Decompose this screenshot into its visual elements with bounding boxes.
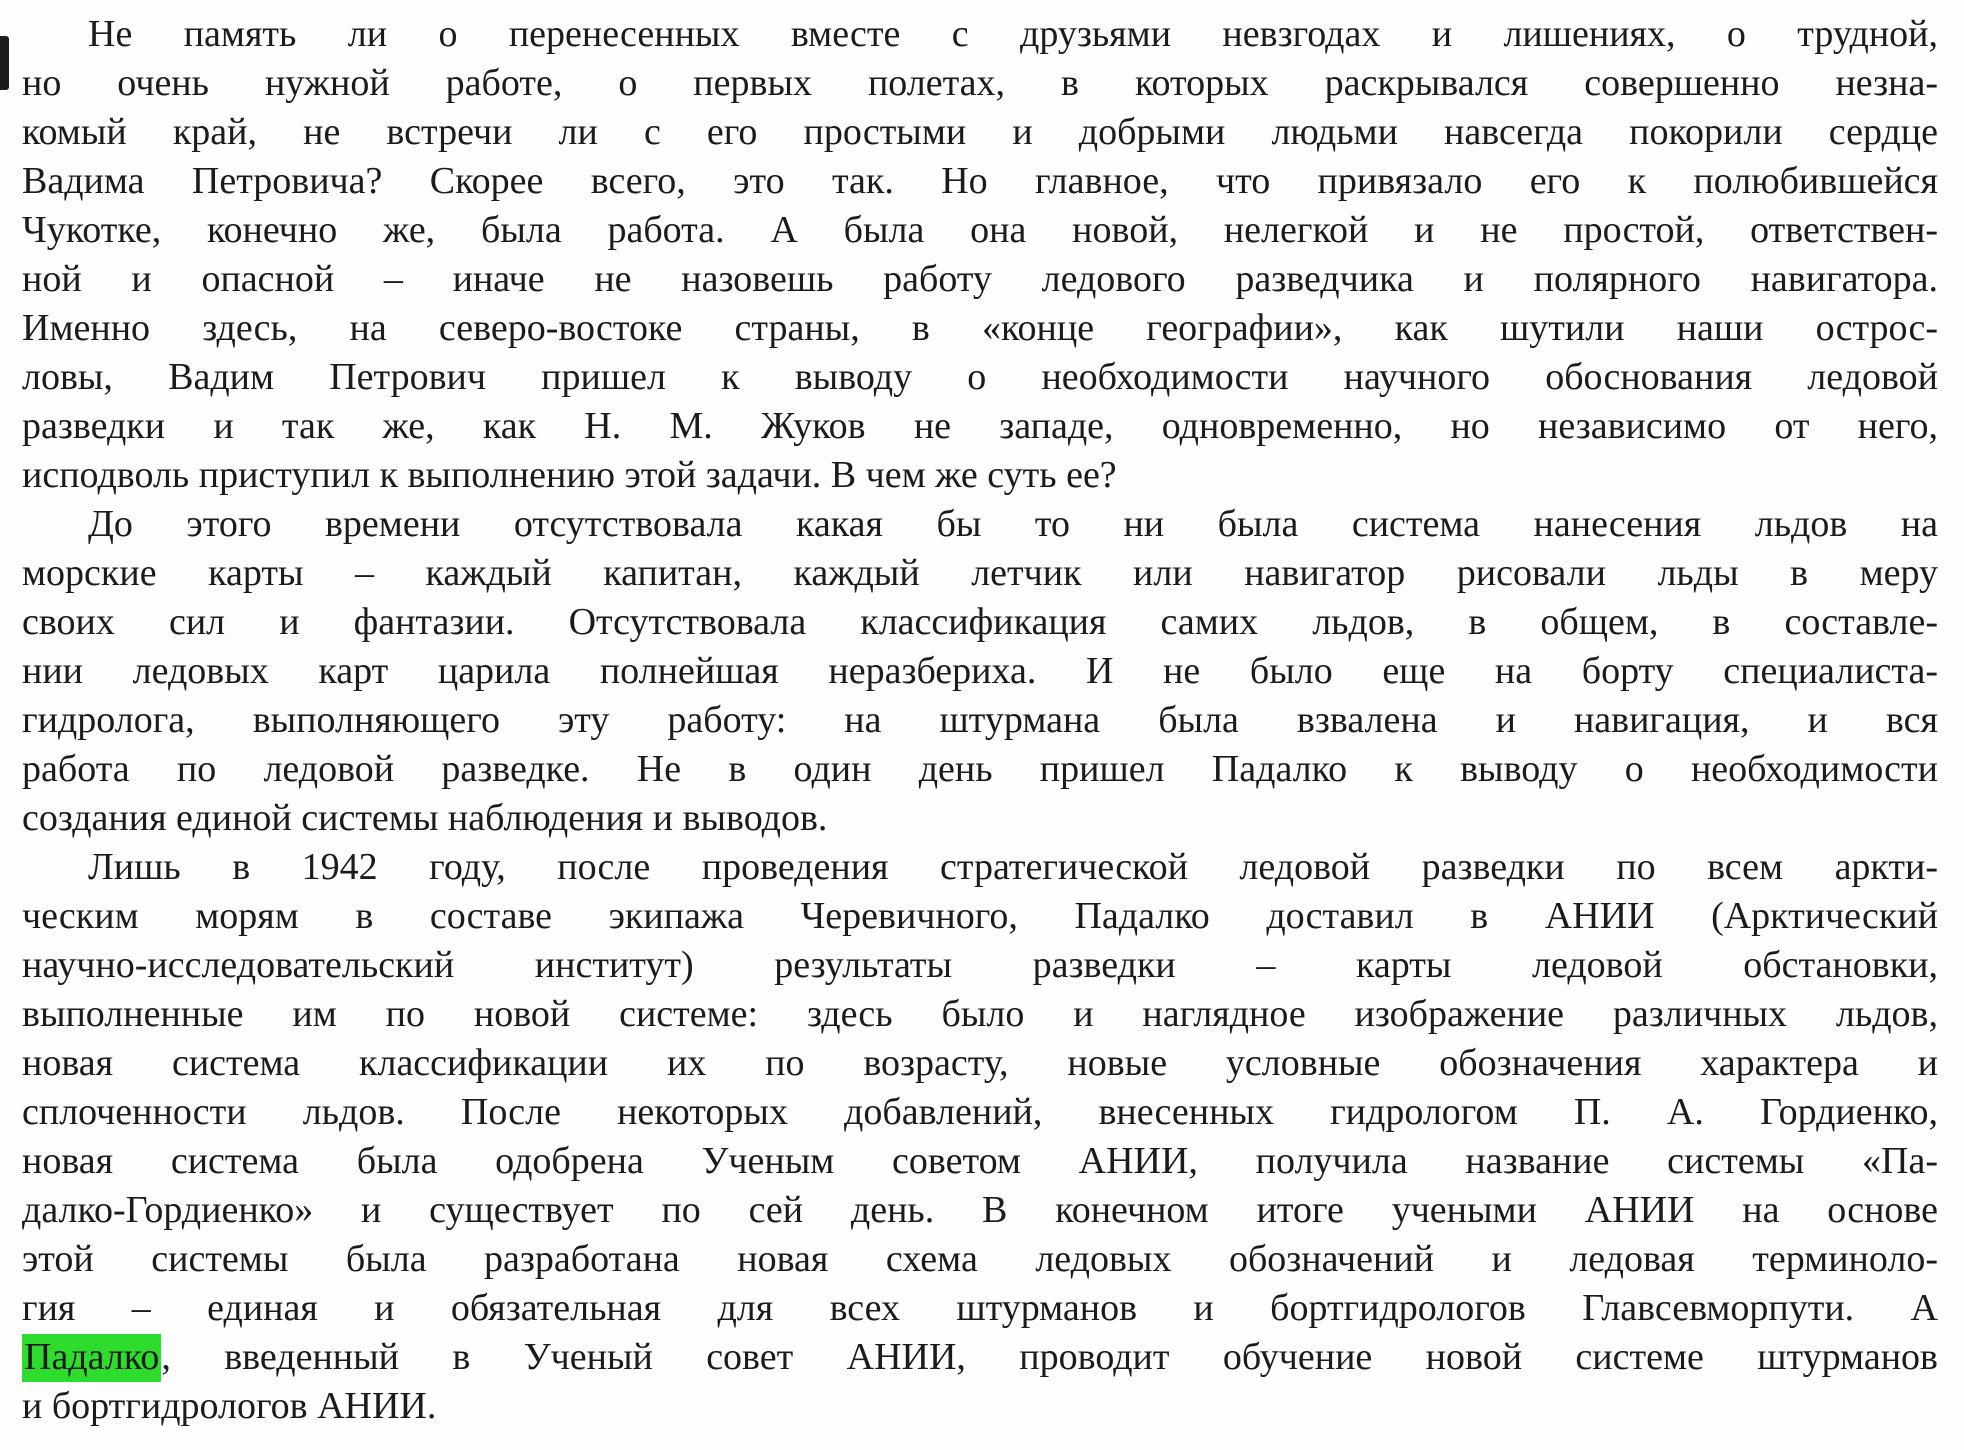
text-line: научно-исследовательский институт) результаты разведки – карты ледовой обстановки, xyxy=(22,944,1938,986)
line-rest-text: , введенный в Ученый совет АНИИ, проводит обучение новой системе штурманов xyxy=(161,1336,1938,1378)
text-line-with-highlight xyxy=(22,1333,1938,1382)
text-line: Чукотке, конечно же, была работа. А была она новой, нелегкой и не простой, ответствен- xyxy=(22,209,1938,251)
text-line: гия – единая и обязательная для всех штурманов и бортгидрологов Главсевморпути. А xyxy=(22,1287,1938,1329)
paragraph-1 xyxy=(22,10,1938,500)
text-line: Лишь в 1942 году, после проведения стратегической ледовой разведки по всем аркти- xyxy=(88,846,1938,888)
paragraph-2 xyxy=(22,500,1938,843)
text-line: комый край, не встречи ли с его простыми и добрыми людьми навсегда покорили сердце xyxy=(22,111,1938,153)
text-line: Не память ли о перенесенных вместе с друзьями невзгодах и лишениях, о трудной, xyxy=(88,13,1938,55)
text-line: создания единой системы наблюдения и выводов. xyxy=(22,797,828,839)
text-line: разведки и так же, как Н. М. Жуков не западе, одновременно, но независимо от него, xyxy=(22,405,1938,447)
text-line: этой системы была разработана новая схема ледовых обозначений и ледовая терминоло- xyxy=(22,1238,1938,1280)
text-line: Именно здесь, на северо-востоке страны, в «конце географии», как шутили наши острос- xyxy=(22,307,1938,349)
text-line: новая система была одобрена Ученым советом АНИИ, получила название системы «Па- xyxy=(22,1140,1938,1182)
text-line: ловы, Вадим Петрович пришел к выводу о необходимости научного обоснования ледовой xyxy=(22,356,1938,398)
text-line: далко-Гордиенко» и существует по сей день. В конечном итоге учеными АНИИ на основе xyxy=(22,1189,1938,1231)
text-line: работа по ледовой разведке. Не в один день пришел Падалко к выводу о необходимости xyxy=(22,748,1938,790)
text-line: До этого времени отсутствовала какая бы то ни была система нанесения льдов на xyxy=(88,503,1938,545)
text-line: гидролога, выполняющего эту работу: на штурмана была взвалена и навигация, и вся xyxy=(22,699,1938,741)
text-line: сплоченности льдов. После некоторых добавлений, внесенных гидрологом П. А. Гордиенко, xyxy=(22,1091,1938,1133)
highlighted-word: Падалко xyxy=(22,1334,161,1382)
text-line: новая система классификации их по возрасту, новые условные обозначения характера и xyxy=(22,1042,1938,1084)
text-line: морские карты – каждый капитан, каждый летчик или навигатор рисовали льды в меру xyxy=(22,552,1938,594)
text-line: исподволь приступил к выполнению этой задачи. В чем же суть ее? xyxy=(22,454,1117,496)
paragraph-3 xyxy=(22,843,1938,1431)
text-line: и бортгидрологов АНИИ. xyxy=(22,1385,437,1427)
text-line: ной и опасной – иначе не назовешь работу ледового разведчика и полярного навигатора. xyxy=(22,258,1938,300)
text-line: выполненные им по новой системе: здесь было и наглядное изображение различных льдов, xyxy=(22,993,1938,1035)
text-line: Вадима Петровича? Скорее всего, это так. Но главное, что привязало его к полюбившейся xyxy=(22,160,1938,202)
text-line: но очень нужной работе, о первых полетах, в которых раскрывался совершенно незна- xyxy=(22,62,1938,104)
text-line: нии ледовых карт царила полнейшая неразбериха. И не было еще на борту специалиста- xyxy=(22,650,1938,692)
scan-edge-artifact xyxy=(0,36,9,90)
text-line: своих сил и фантазии. Отсутствовала классификация самих льдов, в общем, в составле- xyxy=(22,601,1938,643)
text-line: ческим морям в составе экипажа Черевичного, Падалко доставил в АНИИ (Арктический xyxy=(22,895,1938,937)
